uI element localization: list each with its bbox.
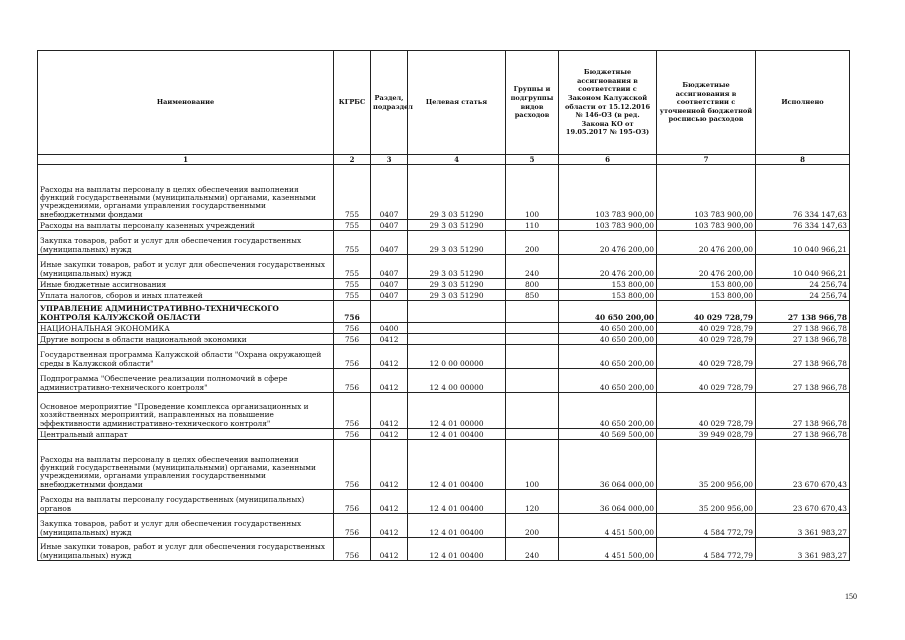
row-name: Основное мероприятие "Проведение комплекса организационных и хозяйственных мероприятий, направленных на повышение эффективности административно-технического контроля" xyxy=(38,393,334,429)
budget-table xyxy=(37,50,850,561)
row-executed-amount: 24 256,74 xyxy=(756,290,850,301)
row-target-article: 29 3 03 51290 xyxy=(408,165,506,220)
column-number: 7 xyxy=(657,155,756,165)
table-row xyxy=(38,279,850,290)
row-roster-amount: 35 200 956,00 xyxy=(657,490,756,514)
column-number: 2 xyxy=(334,155,371,165)
row-law-amount: 153 800,00 xyxy=(559,290,657,301)
row-roster-amount: 40 029 728,79 xyxy=(657,345,756,369)
row-section: 0407 xyxy=(371,255,408,279)
header-executed: Исполнено xyxy=(756,51,850,155)
row-target-article: 12 4 01 00000 xyxy=(408,393,506,429)
row-expense-group: 100 xyxy=(506,165,559,220)
row-roster-amount: 4 584 772,79 xyxy=(657,514,756,538)
row-kgrbs: 755 xyxy=(334,290,371,301)
row-section: 0412 xyxy=(371,429,408,440)
row-section: 0412 xyxy=(371,514,408,538)
row-section: 0412 xyxy=(371,490,408,514)
header-law-allocations: Бюджетные ассигнования в соответствии с Законом Калужской области от 15.12.2016 № 146-ОЗ (в ред. Закона КО от 19.05.2017 № 195-ОЗ) xyxy=(559,51,657,155)
row-law-amount: 103 783 900,00 xyxy=(559,165,657,220)
row-kgrbs: 756 xyxy=(334,538,371,561)
table-body xyxy=(38,165,850,561)
row-expense-group xyxy=(506,334,559,345)
column-number: 6 xyxy=(559,155,657,165)
row-law-amount: 103 783 900,00 xyxy=(559,220,657,231)
row-section: 0412 xyxy=(371,334,408,345)
row-name: Закупка товаров, работ и услуг для обеспечения государственных (муниципальных) нужд xyxy=(38,231,334,255)
table-row xyxy=(38,345,850,369)
row-section xyxy=(371,301,408,323)
row-name: Центральный аппарат xyxy=(38,429,334,440)
row-section: 0407 xyxy=(371,231,408,255)
table-row xyxy=(38,429,850,440)
row-executed-amount: 27 138 966,78 xyxy=(756,429,850,440)
header-name: Наименование xyxy=(38,51,334,155)
row-executed-amount: 27 138 966,78 xyxy=(756,323,850,334)
table-row xyxy=(38,255,850,279)
row-section: 0412 xyxy=(371,440,408,490)
row-section: 0407 xyxy=(371,279,408,290)
row-kgrbs: 755 xyxy=(334,255,371,279)
row-target-article xyxy=(408,334,506,345)
row-kgrbs: 756 xyxy=(334,334,371,345)
header-roster-allocations: Бюджетные ассигнования в соответствии с уточненной бюджетной росписью расходов xyxy=(657,51,756,155)
table-row xyxy=(38,538,850,561)
row-expense-group xyxy=(506,323,559,334)
row-kgrbs: 755 xyxy=(334,231,371,255)
row-target-article: 12 4 01 00400 xyxy=(408,538,506,561)
row-law-amount: 36 064 000,00 xyxy=(559,440,657,490)
table-row xyxy=(38,393,850,429)
row-roster-amount: 40 029 728,79 xyxy=(657,334,756,345)
row-roster-amount: 103 783 900,00 xyxy=(657,165,756,220)
row-target-article: 12 4 00 00000 xyxy=(408,369,506,393)
row-expense-group: 120 xyxy=(506,490,559,514)
row-section: 0400 xyxy=(371,323,408,334)
row-name: Закупка товаров, работ и услуг для обеспечения государственных (муниципальных) нужд xyxy=(38,514,334,538)
row-kgrbs: 756 xyxy=(334,345,371,369)
row-expense-group: 110 xyxy=(506,220,559,231)
row-target-article: 12 4 01 00400 xyxy=(408,429,506,440)
row-expense-group: 800 xyxy=(506,279,559,290)
row-executed-amount: 10 040 966,21 xyxy=(756,231,850,255)
row-executed-amount: 27 138 966,78 xyxy=(756,345,850,369)
row-target-article: 12 0 00 00000 xyxy=(408,345,506,369)
table-row xyxy=(38,220,850,231)
row-name: Иные закупки товаров, работ и услуг для обеспечения государственных (муниципальных) нужд xyxy=(38,538,334,561)
row-executed-amount: 76 334 147,63 xyxy=(756,220,850,231)
row-section: 0412 xyxy=(371,369,408,393)
row-roster-amount: 35 200 956,00 xyxy=(657,440,756,490)
table-row xyxy=(38,369,850,393)
row-executed-amount: 24 256,74 xyxy=(756,279,850,290)
row-executed-amount: 27 138 966,78 xyxy=(756,369,850,393)
header-target-article: Целевая статья xyxy=(408,51,506,155)
row-expense-group: 200 xyxy=(506,231,559,255)
row-kgrbs: 756 xyxy=(334,490,371,514)
row-section: 0407 xyxy=(371,290,408,301)
row-law-amount: 40 650 200,00 xyxy=(559,393,657,429)
row-expense-group: 100 xyxy=(506,440,559,490)
row-name: Иные закупки товаров, работ и услуг для обеспечения государственных (муниципальных) нужд xyxy=(38,255,334,279)
row-law-amount: 40 650 200,00 xyxy=(559,345,657,369)
row-roster-amount: 20 476 200,00 xyxy=(657,255,756,279)
table-row xyxy=(38,334,850,345)
row-name: НАЦИОНАЛЬНАЯ ЭКОНОМИКА xyxy=(38,323,334,334)
row-kgrbs: 755 xyxy=(334,279,371,290)
row-kgrbs: 756 xyxy=(334,440,371,490)
row-target-article: 29 3 03 51290 xyxy=(408,290,506,301)
row-name: Другие вопросы в области национальной экономики xyxy=(38,334,334,345)
header-expense-group: Группы и подгруппы видов расходов xyxy=(506,51,559,155)
row-name: Расходы на выплаты персоналу государственных (муниципальных) органов xyxy=(38,490,334,514)
row-law-amount: 40 650 200,00 xyxy=(559,301,657,323)
row-name: Государственная программа Калужской области "Охрана окружающей среды в Калужской области" xyxy=(38,345,334,369)
row-law-amount: 40 650 200,00 xyxy=(559,369,657,393)
column-number: 3 xyxy=(371,155,408,165)
row-law-amount: 4 451 500,00 xyxy=(559,514,657,538)
page-number: 150 xyxy=(845,592,857,601)
row-roster-amount: 20 476 200,00 xyxy=(657,231,756,255)
row-section: 0407 xyxy=(371,165,408,220)
row-roster-amount: 103 783 900,00 xyxy=(657,220,756,231)
row-law-amount: 40 650 200,00 xyxy=(559,323,657,334)
row-executed-amount: 3 361 983,27 xyxy=(756,514,850,538)
row-executed-amount: 23 670 670,43 xyxy=(756,490,850,514)
row-kgrbs: 756 xyxy=(334,369,371,393)
row-executed-amount: 3 361 983,27 xyxy=(756,538,850,561)
row-name: Уплата налогов, сборов и иных платежей xyxy=(38,290,334,301)
row-law-amount: 153 800,00 xyxy=(559,279,657,290)
row-target-article: 29 3 03 51290 xyxy=(408,279,506,290)
row-executed-amount: 10 040 966,21 xyxy=(756,255,850,279)
column-number: 5 xyxy=(506,155,559,165)
row-name: УПРАВЛЕНИЕ АДМИНИСТРАТИВНО-ТЕХНИЧЕСКОГО КОНТРОЛЯ КАЛУЖСКОЙ ОБЛАСТИ xyxy=(38,301,334,323)
row-kgrbs: 756 xyxy=(334,301,371,323)
row-name: Расходы на выплаты персоналу казенных учреждений xyxy=(38,220,334,231)
row-executed-amount: 27 138 966,78 xyxy=(756,334,850,345)
header-row xyxy=(38,51,850,155)
row-kgrbs: 755 xyxy=(334,165,371,220)
row-roster-amount: 153 800,00 xyxy=(657,290,756,301)
row-roster-amount: 4 584 772,79 xyxy=(657,538,756,561)
row-roster-amount: 39 949 028,79 xyxy=(657,429,756,440)
row-law-amount: 20 476 200,00 xyxy=(559,255,657,279)
row-kgrbs: 756 xyxy=(334,514,371,538)
row-target-article: 29 3 03 51290 xyxy=(408,231,506,255)
row-section: 0412 xyxy=(371,538,408,561)
row-expense-group: 850 xyxy=(506,290,559,301)
row-law-amount: 40 650 200,00 xyxy=(559,334,657,345)
column-number-row xyxy=(38,155,850,165)
row-expense-group: 200 xyxy=(506,514,559,538)
header-kgrbs: КГРБС xyxy=(334,51,371,155)
table-row xyxy=(38,165,850,220)
table-row xyxy=(38,490,850,514)
row-kgrbs: 756 xyxy=(334,393,371,429)
column-number: 1 xyxy=(38,155,334,165)
row-law-amount: 36 064 000,00 xyxy=(559,490,657,514)
row-name: Подпрограмма "Обеспечение реализации полномочий в сфере административно-технического контроля" xyxy=(38,369,334,393)
row-expense-group xyxy=(506,369,559,393)
table-row xyxy=(38,290,850,301)
row-kgrbs: 755 xyxy=(334,220,371,231)
row-roster-amount: 40 029 728,79 xyxy=(657,323,756,334)
row-target-article: 12 4 01 00400 xyxy=(408,514,506,538)
row-section: 0412 xyxy=(371,345,408,369)
row-expense-group xyxy=(506,393,559,429)
row-target-article xyxy=(408,323,506,334)
row-executed-amount: 76 334 147,63 xyxy=(756,165,850,220)
row-name: Расходы на выплаты персоналу в целях обеспечения выполнения функций государственными (муниципальными) органами, казенными учреждениями, органами управления государственными внебюджетными фондами xyxy=(38,440,334,490)
row-executed-amount: 23 670 670,43 xyxy=(756,440,850,490)
row-target-article: 12 4 01 00400 xyxy=(408,490,506,514)
row-expense-group xyxy=(506,429,559,440)
row-roster-amount: 153 800,00 xyxy=(657,279,756,290)
row-executed-amount: 27 138 966,78 xyxy=(756,301,850,323)
row-roster-amount: 40 029 728,79 xyxy=(657,301,756,323)
row-target-article xyxy=(408,301,506,323)
row-expense-group xyxy=(506,345,559,369)
row-expense-group xyxy=(506,301,559,323)
row-kgrbs: 756 xyxy=(334,429,371,440)
table-row xyxy=(38,301,850,323)
row-executed-amount: 27 138 966,78 xyxy=(756,393,850,429)
row-expense-group: 240 xyxy=(506,255,559,279)
column-number: 8 xyxy=(756,155,850,165)
row-name: Расходы на выплаты персоналу в целях обеспечения выполнения функций государственными (муниципальными) органами, казенными учреждениями, органами управления государственными внебюджетными фондами xyxy=(38,165,334,220)
table-row xyxy=(38,514,850,538)
row-law-amount: 4 451 500,00 xyxy=(559,538,657,561)
row-expense-group: 240 xyxy=(506,538,559,561)
row-kgrbs: 756 xyxy=(334,323,371,334)
row-roster-amount: 40 029 728,79 xyxy=(657,393,756,429)
row-name: Иные бюджетные ассигнования xyxy=(38,279,334,290)
row-roster-amount: 40 029 728,79 xyxy=(657,369,756,393)
row-law-amount: 40 569 500,00 xyxy=(559,429,657,440)
column-number: 4 xyxy=(408,155,506,165)
row-target-article: 29 3 03 51290 xyxy=(408,255,506,279)
table-row xyxy=(38,231,850,255)
header-section: Раздел, подраздел xyxy=(371,51,408,155)
row-section: 0412 xyxy=(371,393,408,429)
row-target-article: 29 3 03 51290 xyxy=(408,220,506,231)
row-law-amount: 20 476 200,00 xyxy=(559,231,657,255)
row-section: 0407 xyxy=(371,220,408,231)
row-target-article: 12 4 01 00400 xyxy=(408,440,506,490)
table-row xyxy=(38,323,850,334)
table-row xyxy=(38,440,850,490)
